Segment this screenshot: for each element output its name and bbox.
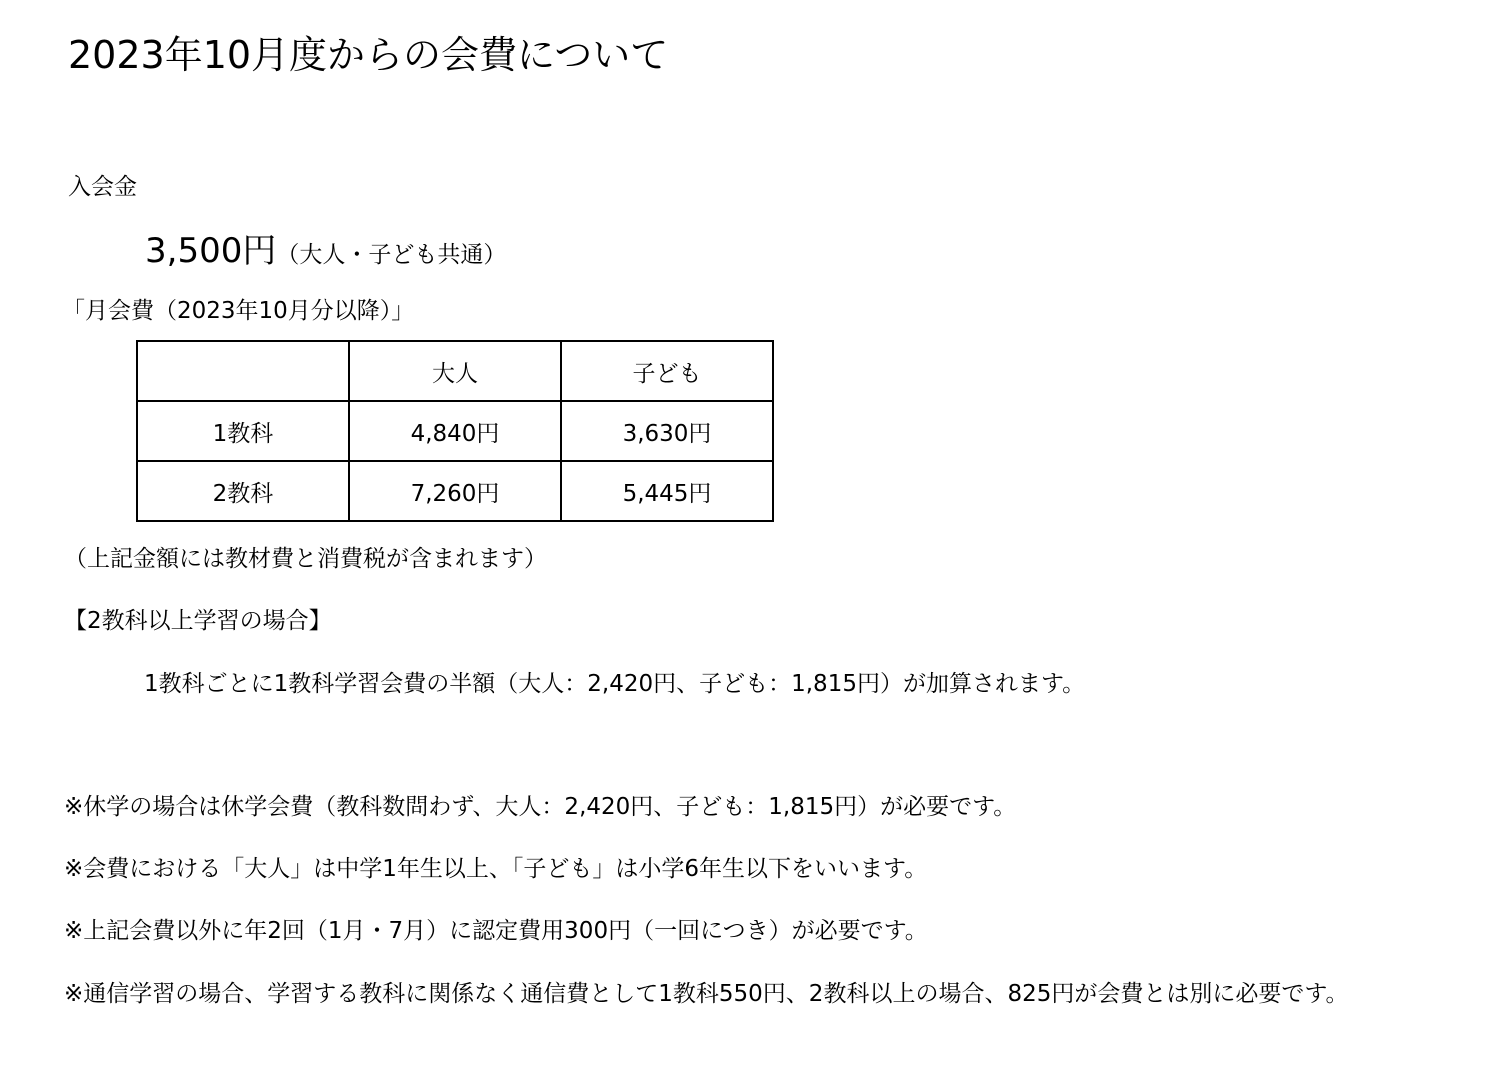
- table-cell: 5,445円: [561, 461, 773, 521]
- note-item: ※上記会費以外に年2回（1月・7月）に認定費用300円（一回につき）が必要です。: [64, 918, 928, 944]
- fee-table: [136, 340, 774, 522]
- entry-fee-note: （大人・子ども共通）: [276, 242, 507, 268]
- table-header-row: [137, 341, 773, 401]
- table-cell: 7,260円: [349, 461, 561, 521]
- entry-fee: [145, 226, 506, 282]
- monthly-fee-heading: 「月会費（2023年10月分以降）」: [62, 298, 415, 324]
- table-cell: 4,840円: [349, 401, 561, 461]
- entry-fee-amount: 3,500円: [145, 231, 277, 271]
- table-header-cell: [137, 341, 349, 401]
- table-row: [137, 461, 773, 521]
- note-item: ※会費における「大人」は中学1年生以上、「子ども」は小学6年生以下をいいます。: [64, 856, 928, 882]
- page-title: 2023年10月度からの会費について: [68, 33, 669, 77]
- table-row: [137, 401, 773, 461]
- tax-note: （上記金額には教材費と消費税が含まれます）: [64, 546, 547, 572]
- entry-fee-label: 入会金: [68, 174, 137, 200]
- table-row-label: 1教科: [137, 401, 349, 461]
- multi-subject-detail: 1教科ごとに1教科学習会費の半額（大人：2,420円、子ども：1,815円）が加算されます。: [144, 671, 1086, 697]
- note-item: ※通信学習の場合、学習する教科に関係なく通信費として1教科550円、2教科以上の場合、825円が会費とは別に必要です。: [64, 981, 1349, 1007]
- note-item: ※休学の場合は休学会費（教科数問わず、大人：2,420円、子ども：1,815円）が必要です。: [64, 794, 1017, 820]
- table-header-cell: 大人: [349, 341, 561, 401]
- table-cell: 3,630円: [561, 401, 773, 461]
- table-row-label: 2教科: [137, 461, 349, 521]
- multi-subject-heading: 【2教科以上学習の場合】: [64, 608, 332, 634]
- table-header-cell: 子ども: [561, 341, 773, 401]
